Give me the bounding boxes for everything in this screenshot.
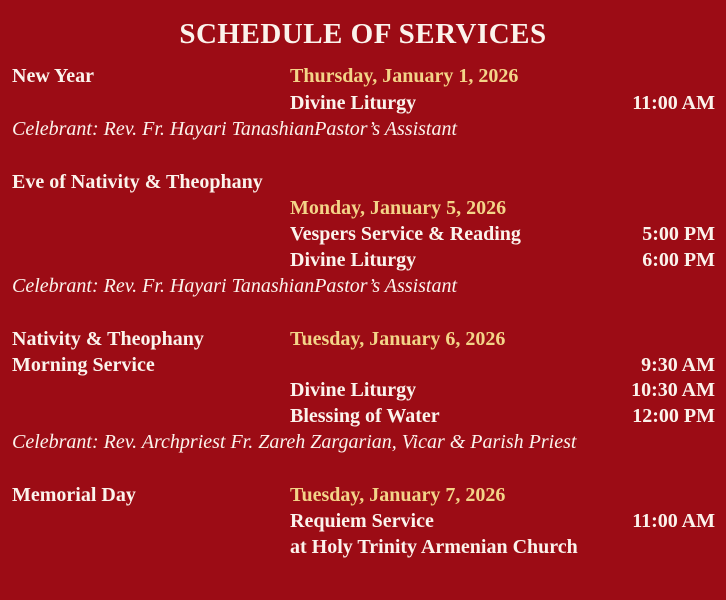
service-time: 6:00 PM — [642, 249, 715, 271]
service-time: 9:30 AM — [641, 354, 715, 376]
celebrant: Celebrant: Rev. Fr. Hayari TanashianPastor’s Assistant — [12, 275, 458, 297]
service-time: 12:00 PM — [632, 405, 715, 427]
celebrant: Celebrant: Rev. Archpriest Fr. Zareh Zargarian, Vicar & Parish Priest — [12, 431, 577, 453]
celebrant: Celebrant: Rev. Fr. Hayari TanashianPastor’s Assistant — [12, 118, 458, 140]
service-time: 11:00 AM — [632, 92, 715, 114]
page-title: SCHEDULE OF SERVICES — [179, 18, 547, 50]
service-name: Requiem Service — [290, 510, 434, 532]
event-date: Tuesday, January 7, 2026 — [290, 484, 506, 506]
event-name: Memorial Day — [12, 484, 136, 506]
service-name: Vespers Service & Reading — [290, 223, 521, 245]
event-date: Monday, January 5, 2026 — [290, 197, 507, 219]
service-name: Divine Liturgy — [290, 249, 417, 271]
event-subheading: Morning Service — [12, 354, 155, 376]
service-name: Blessing of Water — [290, 405, 440, 427]
event-name: Eve of Nativity & Theophany — [12, 171, 263, 193]
event-date: Tuesday, January 6, 2026 — [290, 328, 506, 350]
service-time: 11:00 AM — [632, 510, 715, 532]
service-time: 10:30 AM — [631, 379, 715, 401]
event-name: New Year — [12, 65, 95, 87]
event-date: Thursday, January 1, 2026 — [290, 65, 519, 87]
service-name: Divine Liturgy — [290, 379, 417, 401]
service-name: Divine Liturgy — [290, 92, 417, 114]
event-name: Nativity & Theophany — [12, 328, 204, 350]
service-time: 5:00 PM — [642, 223, 715, 245]
service-location: at Holy Trinity Armenian Church — [290, 536, 578, 558]
